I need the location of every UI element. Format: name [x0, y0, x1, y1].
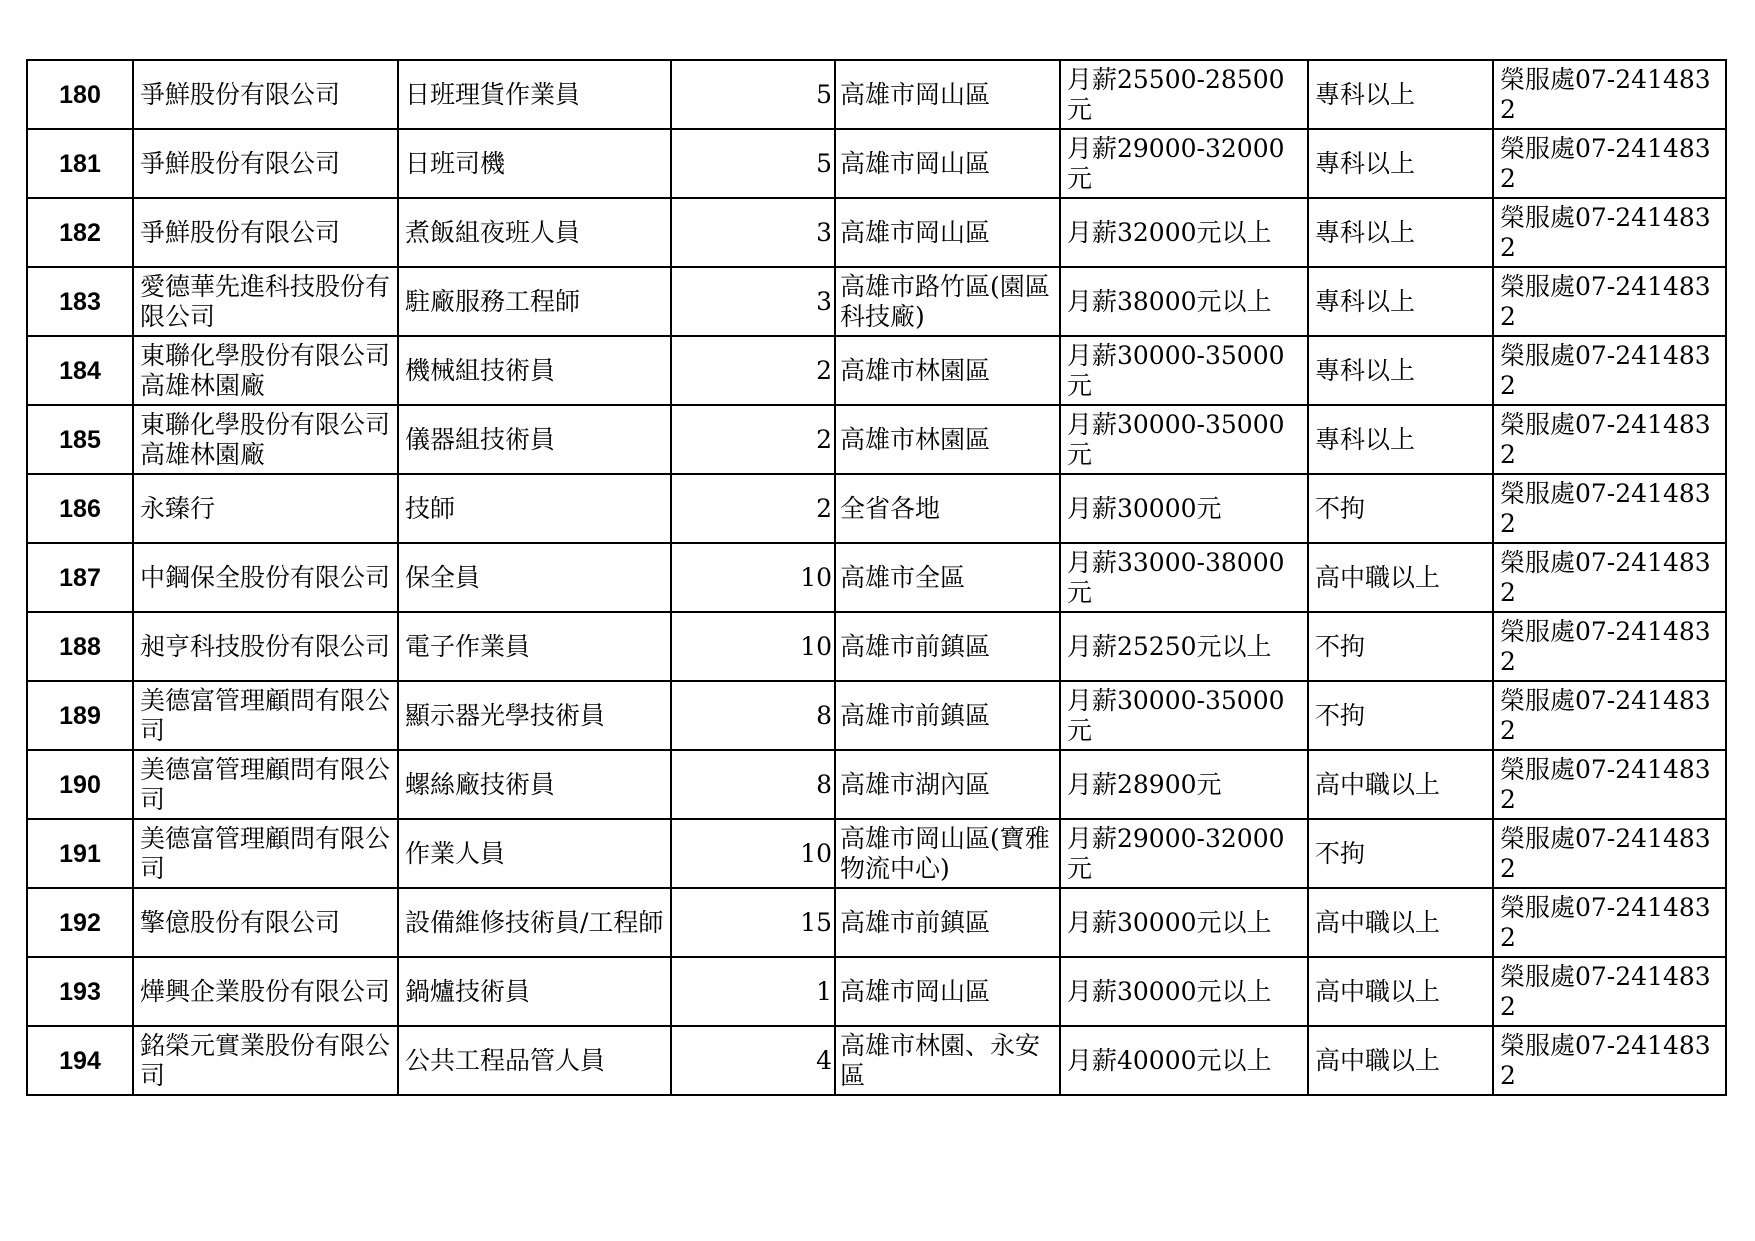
row-number: 184: [27, 336, 133, 405]
education-requirement: 專科以上: [1308, 267, 1493, 336]
table-row: [27, 750, 1726, 819]
company-name: 美德富管理顧問有限公司: [133, 750, 398, 819]
company-name: 爭鮮股份有限公司: [133, 198, 398, 267]
table-row: [27, 267, 1726, 336]
contact-info: 榮服處07-2414832: [1493, 405, 1726, 474]
job-title: 機械組技術員: [398, 336, 671, 405]
contact-info: 榮服處07-2414832: [1493, 336, 1726, 405]
job-title: 日班司機: [398, 129, 671, 198]
contact-info: 榮服處07-2414832: [1493, 267, 1726, 336]
salary: 月薪30000-35000元: [1060, 336, 1308, 405]
table-row: [27, 336, 1726, 405]
table-row: [27, 129, 1726, 198]
salary: 月薪30000-35000元: [1060, 405, 1308, 474]
company-name: 擎億股份有限公司: [133, 888, 398, 957]
contact-info: 榮服處07-2414832: [1493, 198, 1726, 267]
education-requirement: 高中職以上: [1308, 543, 1493, 612]
table-row: [27, 543, 1726, 612]
job-title: 螺絲廠技術員: [398, 750, 671, 819]
row-number: 182: [27, 198, 133, 267]
education-requirement: 專科以上: [1308, 60, 1493, 129]
education-requirement: 高中職以上: [1308, 1026, 1493, 1095]
work-area: 高雄市岡山區(寶雅物流中心): [835, 819, 1060, 888]
contact-info: 榮服處07-2414832: [1493, 750, 1726, 819]
job-title: 儀器組技術員: [398, 405, 671, 474]
contact-info: 榮服處07-2414832: [1493, 612, 1726, 681]
education-requirement: 不拘: [1308, 612, 1493, 681]
contact-info: 榮服處07-2414832: [1493, 957, 1726, 1026]
table-row: [27, 888, 1726, 957]
openings-count: 2: [671, 405, 835, 474]
education-requirement: 不拘: [1308, 819, 1493, 888]
work-area: 高雄市湖內區: [835, 750, 1060, 819]
row-number: 193: [27, 957, 133, 1026]
company-name: 東聯化學股份有限公司高雄林園廠: [133, 405, 398, 474]
work-area: 高雄市岡山區: [835, 198, 1060, 267]
row-number: 190: [27, 750, 133, 819]
job-title: 公共工程品管人員: [398, 1026, 671, 1095]
job-title: 駐廠服務工程師: [398, 267, 671, 336]
education-requirement: 專科以上: [1308, 405, 1493, 474]
education-requirement: 專科以上: [1308, 129, 1493, 198]
table-row: [27, 474, 1726, 543]
job-title: 顯示器光學技術員: [398, 681, 671, 750]
row-number: 189: [27, 681, 133, 750]
contact-info: 榮服處07-2414832: [1493, 543, 1726, 612]
openings-count: 8: [671, 750, 835, 819]
work-area: 高雄市岡山區: [835, 957, 1060, 1026]
company-name: 愛德華先進科技股份有限公司: [133, 267, 398, 336]
row-number: 192: [27, 888, 133, 957]
company-name: 爭鮮股份有限公司: [133, 60, 398, 129]
salary: 月薪28900元: [1060, 750, 1308, 819]
openings-count: 10: [671, 543, 835, 612]
work-area: 全省各地: [835, 474, 1060, 543]
row-number: 194: [27, 1026, 133, 1095]
work-area: 高雄市全區: [835, 543, 1060, 612]
salary: 月薪32000元以上: [1060, 198, 1308, 267]
salary: 月薪29000-32000元: [1060, 819, 1308, 888]
job-title: 保全員: [398, 543, 671, 612]
openings-count: 8: [671, 681, 835, 750]
salary: 月薪25500-28500元: [1060, 60, 1308, 129]
education-requirement: 高中職以上: [1308, 888, 1493, 957]
contact-info: 榮服處07-2414832: [1493, 129, 1726, 198]
job-title: 技師: [398, 474, 671, 543]
education-requirement: 不拘: [1308, 474, 1493, 543]
job-title: 電子作業員: [398, 612, 671, 681]
openings-count: 4: [671, 1026, 835, 1095]
job-title: 煮飯組夜班人員: [398, 198, 671, 267]
company-name: 中鋼保全股份有限公司: [133, 543, 398, 612]
education-requirement: 不拘: [1308, 681, 1493, 750]
job-listing-table: [26, 59, 1727, 1096]
table-row: [27, 198, 1726, 267]
company-name: 永臻行: [133, 474, 398, 543]
salary: 月薪30000元以上: [1060, 888, 1308, 957]
salary: 月薪30000-35000元: [1060, 681, 1308, 750]
company-name: 銘榮元實業股份有限公司: [133, 1026, 398, 1095]
job-title: 作業人員: [398, 819, 671, 888]
work-area: 高雄市岡山區: [835, 129, 1060, 198]
work-area: 高雄市林園、永安區: [835, 1026, 1060, 1095]
row-number: 185: [27, 405, 133, 474]
table-row: [27, 957, 1726, 1026]
row-number: 188: [27, 612, 133, 681]
company-name: 燁興企業股份有限公司: [133, 957, 398, 1026]
work-area: 高雄市路竹區(園區科技廠): [835, 267, 1060, 336]
openings-count: 5: [671, 129, 835, 198]
contact-info: 榮服處07-2414832: [1493, 819, 1726, 888]
education-requirement: 專科以上: [1308, 198, 1493, 267]
work-area: 高雄市林園區: [835, 405, 1060, 474]
openings-count: 2: [671, 474, 835, 543]
job-title: 日班理貨作業員: [398, 60, 671, 129]
salary: 月薪33000-38000元: [1060, 543, 1308, 612]
openings-count: 2: [671, 336, 835, 405]
salary: 月薪38000元以上: [1060, 267, 1308, 336]
salary: 月薪30000元以上: [1060, 957, 1308, 1026]
contact-info: 榮服處07-2414832: [1493, 888, 1726, 957]
openings-count: 15: [671, 888, 835, 957]
openings-count: 1: [671, 957, 835, 1026]
company-name: 東聯化學股份有限公司高雄林園廠: [133, 336, 398, 405]
table-row: [27, 405, 1726, 474]
company-name: 美德富管理顧問有限公司: [133, 681, 398, 750]
openings-count: 3: [671, 267, 835, 336]
table-row: [27, 1026, 1726, 1095]
education-requirement: 專科以上: [1308, 336, 1493, 405]
row-number: 183: [27, 267, 133, 336]
salary: 月薪29000-32000元: [1060, 129, 1308, 198]
table-row: [27, 60, 1726, 129]
contact-info: 榮服處07-2414832: [1493, 474, 1726, 543]
company-name: 爭鮮股份有限公司: [133, 129, 398, 198]
work-area: 高雄市岡山區: [835, 60, 1060, 129]
openings-count: 3: [671, 198, 835, 267]
company-name: 美德富管理顧問有限公司: [133, 819, 398, 888]
job-table-body: [27, 60, 1726, 1095]
company-name: 昶亨科技股份有限公司: [133, 612, 398, 681]
table-row: [27, 612, 1726, 681]
education-requirement: 高中職以上: [1308, 957, 1493, 1026]
work-area: 高雄市前鎮區: [835, 612, 1060, 681]
table-row: [27, 681, 1726, 750]
openings-count: 10: [671, 819, 835, 888]
work-area: 高雄市林園區: [835, 336, 1060, 405]
row-number: 191: [27, 819, 133, 888]
salary: 月薪40000元以上: [1060, 1026, 1308, 1095]
job-title: 鍋爐技術員: [398, 957, 671, 1026]
openings-count: 5: [671, 60, 835, 129]
row-number: 180: [27, 60, 133, 129]
row-number: 181: [27, 129, 133, 198]
openings-count: 10: [671, 612, 835, 681]
contact-info: 榮服處07-2414832: [1493, 60, 1726, 129]
row-number: 186: [27, 474, 133, 543]
contact-info: 榮服處07-2414832: [1493, 1026, 1726, 1095]
row-number: 187: [27, 543, 133, 612]
contact-info: 榮服處07-2414832: [1493, 681, 1726, 750]
salary: 月薪30000元: [1060, 474, 1308, 543]
salary: 月薪25250元以上: [1060, 612, 1308, 681]
education-requirement: 高中職以上: [1308, 750, 1493, 819]
table-row: [27, 819, 1726, 888]
work-area: 高雄市前鎮區: [835, 888, 1060, 957]
work-area: 高雄市前鎮區: [835, 681, 1060, 750]
job-title: 設備維修技術員/工程師: [398, 888, 671, 957]
